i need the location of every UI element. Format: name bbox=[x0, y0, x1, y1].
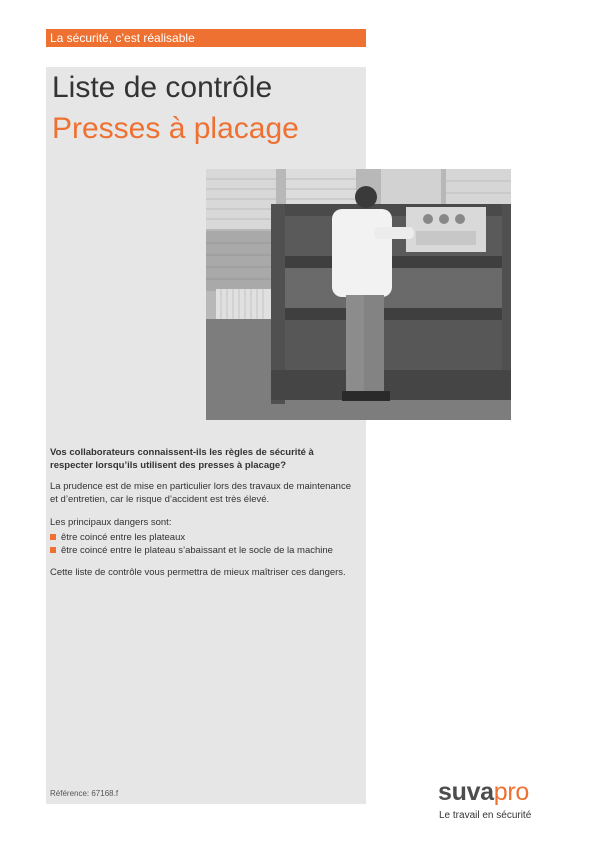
intro-question: Vos collaborateurs connaissent-ils les règles de sécurité à respecter lorsqu’ils utilisent des presses à placage? bbox=[50, 447, 314, 471]
danger-item-text: être coincé entre le plateau s’abaissant et le socle de la machine bbox=[61, 544, 333, 556]
logo-suva-text: suva bbox=[438, 778, 494, 806]
header-banner: La sécurité, c’est réalisable bbox=[46, 29, 366, 47]
danger-list bbox=[50, 532, 360, 557]
bullet-square-icon bbox=[50, 534, 56, 540]
reference-number: Référence: 67168.f bbox=[50, 789, 119, 798]
danger-item-text: être coincé entre les plateaux bbox=[61, 532, 186, 543]
logo-pro-text: pro bbox=[493, 778, 530, 806]
list-item bbox=[50, 532, 360, 545]
bullet-square-icon bbox=[50, 547, 56, 553]
suvapro-logo bbox=[438, 778, 529, 806]
intro-paragraph: La prudence est de mise en particulier lors des travaux de maintenance et d’entretien, car le risque d’accident est très élevé. bbox=[50, 481, 352, 505]
document-subtitle: Presses à placage bbox=[52, 112, 299, 145]
document-title: Liste de contrôle bbox=[52, 71, 273, 104]
closing-paragraph: Cette liste de contrôle vous permettra de mieux maîtriser ces dangers. bbox=[50, 567, 346, 578]
veneer-press-photo bbox=[206, 169, 511, 420]
dangers-heading: Les principaux dangers sont: bbox=[50, 517, 172, 528]
list-item bbox=[50, 545, 360, 558]
logo-tagline: Le travail en sécurité bbox=[439, 810, 532, 821]
